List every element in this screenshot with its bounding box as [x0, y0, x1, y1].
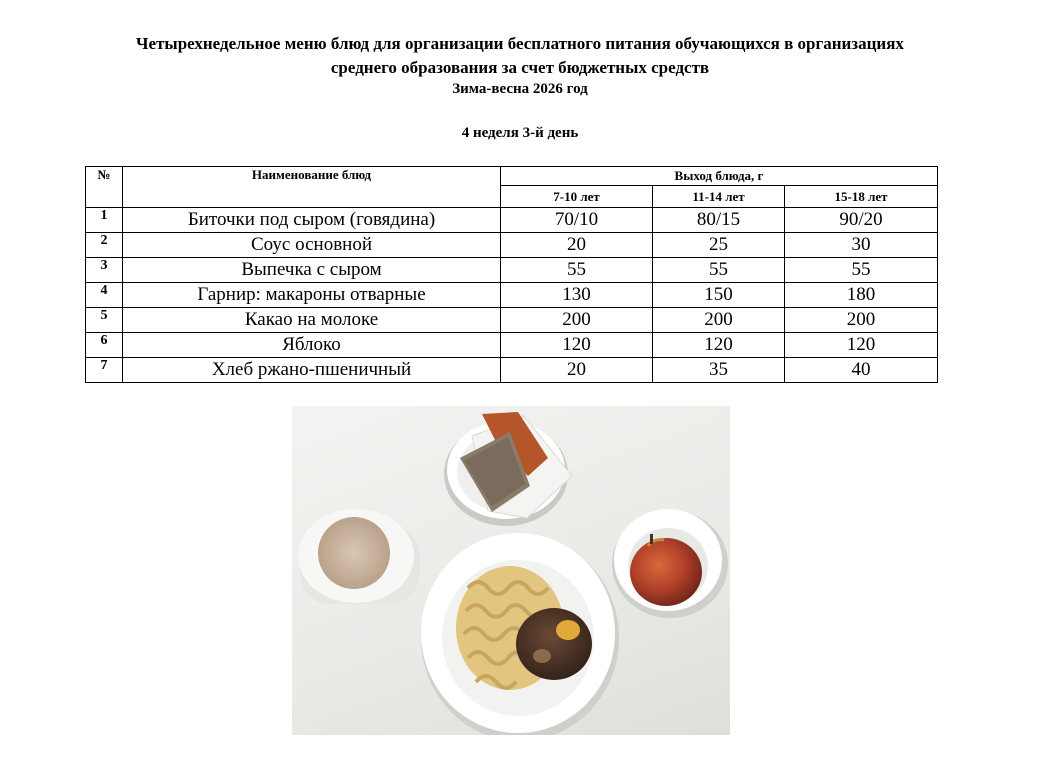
yield-11-14: 25	[653, 233, 785, 258]
document-title	[0, 32, 1040, 98]
yield-15-18: 40	[785, 358, 938, 383]
season-label: Зима-весна 2026 год	[452, 81, 588, 97]
yield-11-14: 150	[653, 283, 785, 308]
dish-name: Биточки под сыром (говядина)	[123, 208, 501, 233]
yield-7-10: 120	[501, 333, 653, 358]
title-line-2: среднего образования за счет бюджетных средств	[330, 58, 710, 77]
yield-11-14: 80/15	[653, 208, 785, 233]
yield-15-18: 180	[785, 283, 938, 308]
table-row	[86, 358, 938, 383]
dish-name: Соус основной	[123, 233, 501, 258]
row-number: 3	[86, 258, 123, 283]
dish-name: Выпечка с сыром	[123, 258, 501, 283]
row-number: 2	[86, 233, 123, 258]
table-row	[86, 283, 938, 308]
cocoa-mug	[296, 509, 420, 604]
yield-15-18: 30	[785, 233, 938, 258]
yield-11-14: 120	[653, 333, 785, 358]
row-number: 6	[86, 333, 123, 358]
column-header-age-11-14: 11-14 лет	[653, 186, 785, 208]
column-header-age-7-10: 7-10 лет	[501, 186, 653, 208]
row-number: 5	[86, 308, 123, 333]
apple-bowl	[612, 509, 728, 618]
dish-name: Гарнир: макароны отварные	[123, 283, 501, 308]
column-header-age-15-18: 15-18 лет	[785, 186, 938, 208]
main-plate	[421, 533, 619, 735]
row-number: 7	[86, 358, 123, 383]
title-line-1: Четырехнедельное меню блюд для организации бесплатного питания обучающихся в организациях	[136, 34, 904, 53]
column-header-number: №	[86, 167, 123, 208]
table-row	[86, 208, 938, 233]
yield-7-10: 130	[501, 283, 653, 308]
row-number: 1	[86, 208, 123, 233]
yield-15-18: 120	[785, 333, 938, 358]
dish-name: Яблоко	[123, 333, 501, 358]
yield-7-10: 55	[501, 258, 653, 283]
menu-table	[85, 166, 938, 383]
meal-photo	[292, 406, 730, 735]
yield-7-10: 200	[501, 308, 653, 333]
cutlet-icon	[516, 608, 592, 680]
dish-name: Какао на молоке	[123, 308, 501, 333]
yield-11-14: 55	[653, 258, 785, 283]
table-row	[86, 258, 938, 283]
dish-name: Хлеб ржано-пшеничный	[123, 358, 501, 383]
yield-7-10: 20	[501, 233, 653, 258]
yield-11-14: 200	[653, 308, 785, 333]
column-header-yield: Выход блюда, г	[501, 167, 938, 186]
day-label: 4 неделя 3-й день	[461, 125, 579, 141]
yield-11-14: 35	[653, 358, 785, 383]
yield-7-10: 20	[501, 358, 653, 383]
table-row	[86, 308, 938, 333]
yield-7-10: 70/10	[501, 208, 653, 233]
table-row	[86, 333, 938, 358]
row-number: 4	[86, 283, 123, 308]
cocoa-drink-icon	[318, 517, 390, 589]
column-header-dish-name: Наименование блюд	[123, 167, 501, 208]
meal-photo-illustration	[292, 406, 730, 735]
table-row	[86, 233, 938, 258]
yield-15-18: 90/20	[785, 208, 938, 233]
bread-bowl	[444, 412, 572, 526]
apple-icon	[630, 538, 702, 606]
yield-15-18: 200	[785, 308, 938, 333]
yield-15-18: 55	[785, 258, 938, 283]
